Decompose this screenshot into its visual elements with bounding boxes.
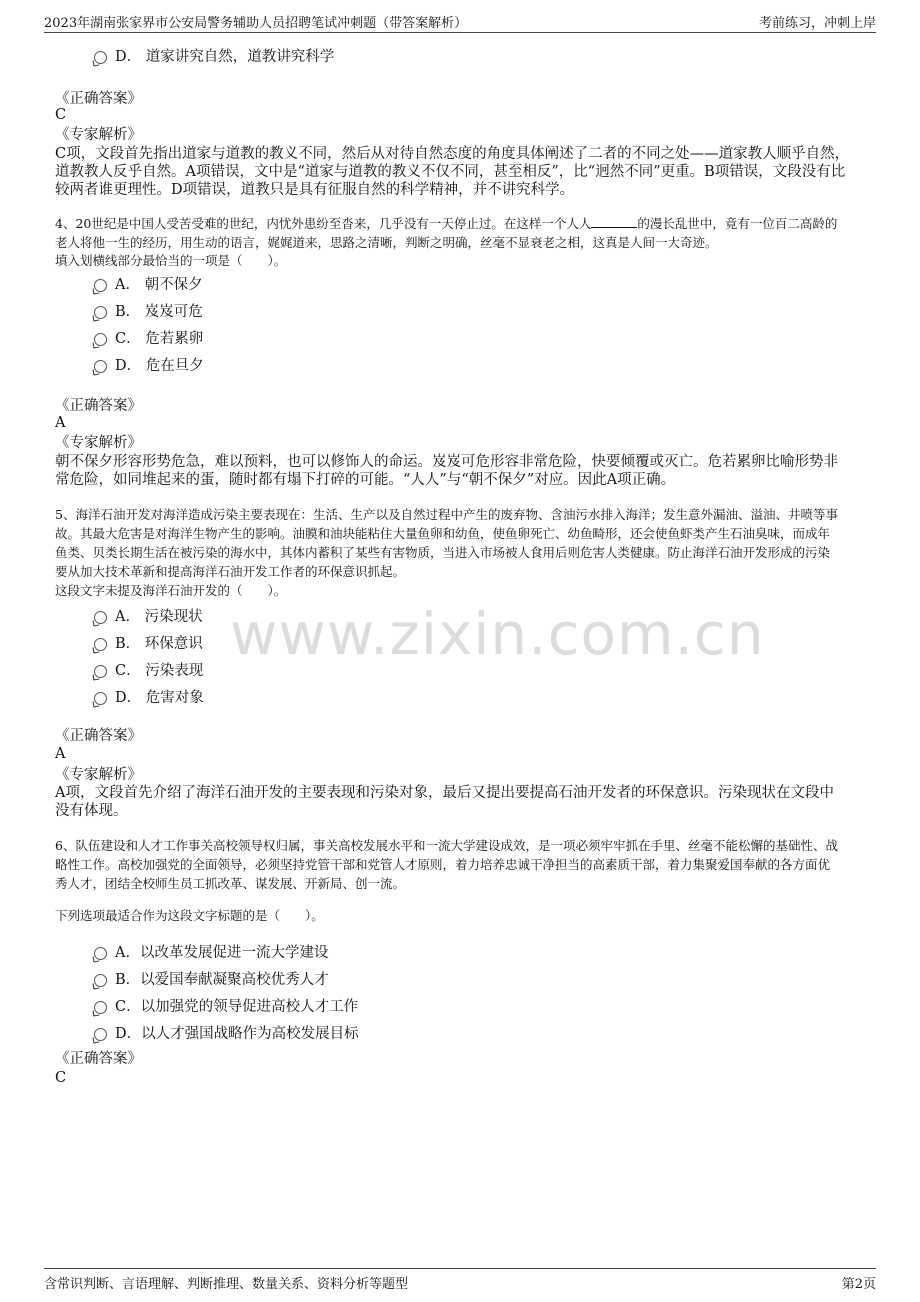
q5-option-a[interactable]: A． 污染现状	[94, 605, 203, 626]
q6-answer-label: 《正确答案》	[55, 1051, 142, 1067]
q4-answer-label: 《正确答案》	[55, 398, 142, 414]
q4-analysis-line: 常危险，如同堆起来的蛋，随时都有塌下打碎的可能。“人人”与“朝不保夕”对应。因此A项正确。	[55, 472, 676, 488]
q5-prompt: 这段文字未提及海洋石油开发的（ ）。	[55, 583, 287, 598]
radio-icon[interactable]	[94, 306, 107, 319]
q5-stem-line: 要从加大技术革新和提高海洋石油开发工作者的环保意识抓起。	[55, 564, 406, 579]
radio-icon[interactable]	[94, 51, 107, 64]
q5-option-c[interactable]: C． 污染表现	[94, 659, 203, 680]
fill-blank	[591, 215, 637, 228]
q3-analysis-line: 道教教人反乎自然。A项错误，文中是“道家与道教的教义不仅不同，甚至相反”，比“迥然不同”更重。B项错误，文段没有比	[55, 164, 846, 180]
radio-icon[interactable]	[94, 638, 107, 651]
page-header	[44, 12, 876, 33]
q5-analysis-label: 《专家解析》	[55, 767, 142, 783]
q6-option-c[interactable]: C．以加强党的领导促进高校人才工作	[94, 995, 358, 1016]
q4-option-c[interactable]: C． 危若累卵	[94, 327, 203, 348]
radio-icon[interactable]	[94, 1028, 107, 1041]
q5-option-d[interactable]: D． 危害对象	[94, 686, 204, 707]
q4-analysis-label: 《专家解析》	[55, 435, 142, 451]
q4-prompt: 填入划横线部分最恰当的一项是（ ）。	[55, 253, 287, 268]
radio-icon[interactable]	[94, 611, 107, 624]
q4-option-d[interactable]: D． 危在旦夕	[94, 354, 204, 375]
radio-icon[interactable]	[94, 947, 107, 960]
page-number: 第2页	[841, 1277, 876, 1292]
q6-option-b[interactable]: B．以爱国奉献凝聚高校优秀人才	[94, 968, 329, 989]
q3-analysis-line: C项，文段首先指出道家与道教的教义不同，然后从对待自然态度的角度具体阐述了二者的不同之处——道家教人顺乎自然，	[55, 146, 850, 162]
radio-icon[interactable]	[94, 665, 107, 678]
q6-stem-line: 6、队伍建设和人才工作事关高校领导权归属，事关高校发展水平和一流大学建设成效，是一项必须牢牢抓在手里、丝毫不能松懈的基础性、战	[55, 838, 838, 853]
radio-icon[interactable]	[94, 692, 107, 705]
footer-subjects: 含常识判断、言语理解、判断推理、数量关系、资料分析等题型	[44, 1277, 409, 1292]
q4-option-b[interactable]: B． 岌岌可危	[94, 300, 203, 321]
q6-prompt: 下列选项最适合作为这段文字标题的是（ ）。	[55, 908, 324, 923]
q5-analysis-line: 没有体现。	[55, 803, 128, 819]
q4-stem-line: 老人将他一生的经历，用生动的语言，娓娓道来，思路之清晰，判断之明确，丝毫不显衰老之相，这真是人间一大奇迹。	[55, 235, 718, 250]
q4-option-a[interactable]: A． 朝不保夕	[94, 273, 203, 294]
q3-analysis-line: 较两者谁更理性。D项错误，道教只是具有征服自然的科学精神，并不讲究科学。	[55, 182, 575, 198]
watermark: www.zixin.com.cn	[230, 600, 765, 668]
q5-stem-line: 鱼类、贝类长期生活在被污染的海水中，其体内蓄积了某些有害物质，当进入市场被人食用后则危害人类健康。防止海洋石油开发形成的污染	[55, 545, 831, 560]
q6-option-d[interactable]: D．以人才强国战略作为高校发展目标	[94, 1022, 359, 1043]
header-slogan: 考前练习，冲刺上岸	[758, 16, 876, 31]
q6-answer: C	[55, 1070, 67, 1086]
q5-stem-line: 故。其最大危害是对海洋生物产生的影响。油膜和油块能粘住大量鱼卵和幼鱼，使鱼卵死亡、幼鱼畸形，还会使鱼虾类产生石油臭味，而成年	[55, 526, 831, 541]
radio-icon[interactable]	[94, 974, 107, 987]
radio-icon[interactable]	[94, 279, 107, 292]
q5-analysis-line: A项，文段首先介绍了海洋石油开发的主要表现和污染对象，最后又提出要提高石油开发者的环保意识。污染现状在文段中	[55, 785, 834, 801]
radio-icon[interactable]	[94, 360, 107, 373]
q6-stem-line: 略性工作。高校加强党的全面领导，必须坚持党管干部和党管人才原则，着力培养忠诚干净担当的高素质干部，着力集聚爱国奉献的各方面优	[55, 857, 831, 872]
q6-option-a[interactable]: A．以改革发展促进一流大学建设	[94, 941, 328, 962]
q5-stem-line: 5、海洋石油开发对海洋造成污染主要表现在：生活、生产以及自然过程中产生的废弃物、含油污水排入海洋；发生意外漏油、溢油、井喷等事	[55, 507, 838, 522]
q5-option-b[interactable]: B． 环保意识	[94, 632, 203, 653]
q5-answer-label: 《正确答案》	[55, 728, 142, 744]
q3-answer-label: 《正确答案》	[55, 91, 142, 107]
q4-stem-line: 4、20世纪是中国人受苦受难的世纪，内忧外患纷至沓来，几乎没有一天停止过。在这样一个人人 的漫长乱世中，竟有一位百二高龄的	[55, 216, 838, 231]
q4-analysis-line: 朝不保夕形容形势危急，难以预料，也可以修饰人的命运。岌岌可危形容非常危险，快要倾覆或灭亡。危若累卵比喻形势非	[55, 454, 838, 470]
q3-answer: C	[55, 107, 67, 123]
document-title: 2023年湖南张家界市公安局警务辅助人员招聘笔试冲刺题（带答案解析）	[44, 16, 468, 31]
q3-analysis-label: 《专家解析》	[55, 127, 142, 143]
q4-answer: A	[55, 415, 66, 431]
page-footer	[44, 1268, 876, 1291]
q6-stem-line: 秀人才，团结全校师生员工抓改革、谋发展、开新局、创一流。	[55, 876, 406, 891]
radio-icon[interactable]	[94, 1001, 107, 1014]
radio-icon[interactable]	[94, 333, 107, 346]
q3-option-d[interactable]: D． 道家讲究自然，道教讲究科学	[94, 45, 334, 66]
q5-answer: A	[55, 746, 66, 762]
